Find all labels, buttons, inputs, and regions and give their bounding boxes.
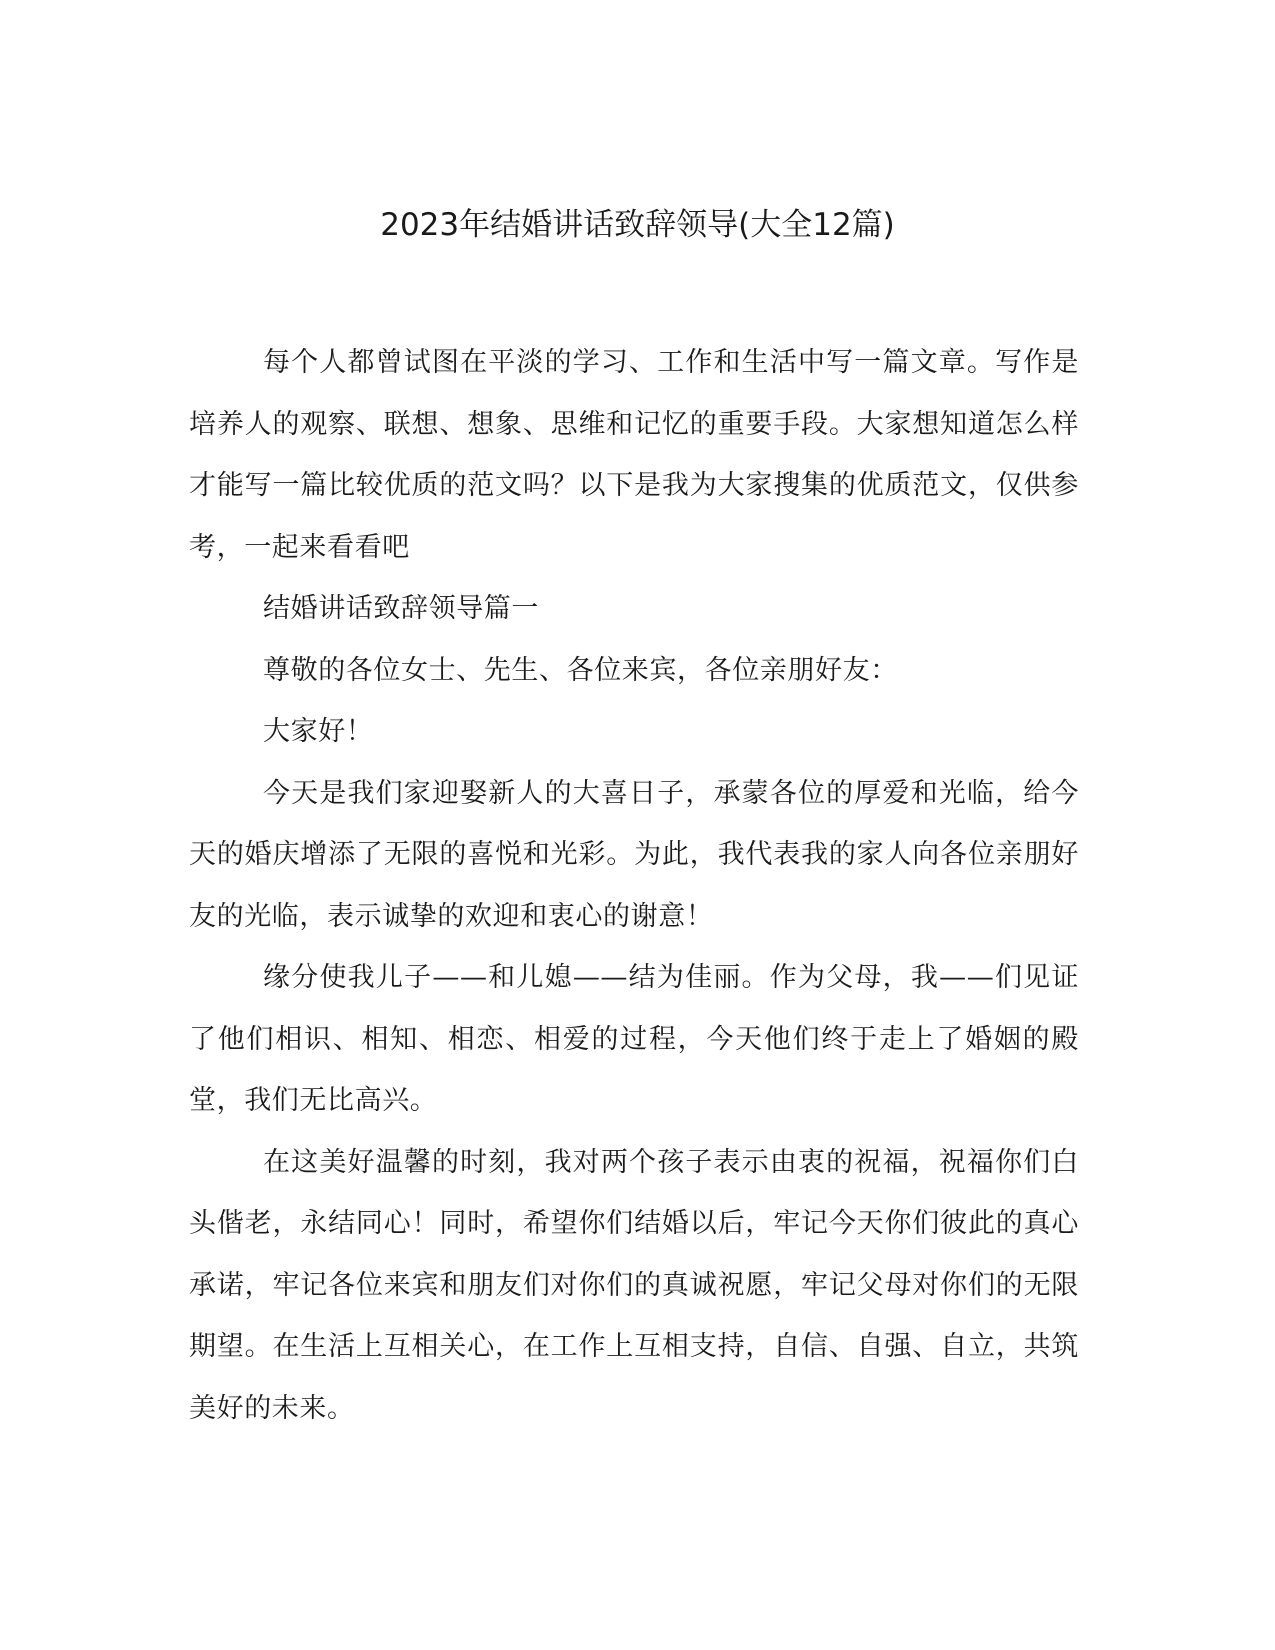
paragraph-intro: 每个人都曾试图在平淡的学习、工作和生活中写一篇文章。写作是培养人的观察、联想、想象、思维和记忆的重要手段。大家想知道怎么样才能写一篇比较优质的范文吗？以下是我为大家搜集的优质范文，仅供参考，一起来看看吧 <box>189 347 1079 563</box>
paragraph-section-heading: 结婚讲话致辞领导篇一 <box>263 593 539 624</box>
paragraph-greeting: 大家好！ <box>263 716 374 747</box>
document-title: 2023年结婚讲话致辞领导(大全12篇) <box>380 207 895 243</box>
document-body <box>189 332 1079 1439</box>
paragraph-welcome: 今天是我们家迎娶新人的大喜日子，承蒙各位的厚爱和光临，给今天的婚庆增添了无限的喜悦和光彩。为此，我代表我的家人向各位亲朋好友的光临，表示诚挚的欢迎和衷心的谢意！ <box>189 777 1079 932</box>
paragraph-fate: 缘分使我儿子——和儿媳——结为佳丽。作为父母，我——们见证了他们相识、相知、相恋、相爱的过程，今天他们终于走上了婚姻的殿堂，我们无比高兴。 <box>189 962 1079 1116</box>
paragraph-salutation: 尊敬的各位女士、先生、各位来宾，各位亲朋好友： <box>263 654 898 686</box>
paragraph-blessing: 在这美好温馨的时刻，我对两个孩子表示由衷的祝福，祝福你们白头偕老，永结同心！同时，希望你们结婚以后，牢记今天你们彼此的真心承诺，牢记各位来宾和朋友们对你们的真诚祝愿，牢记父母对你们的无限期望。在生活上互相关心，在工作上互相支持，自信、自强、自立，共筑美好的未来。 <box>189 1146 1079 1424</box>
